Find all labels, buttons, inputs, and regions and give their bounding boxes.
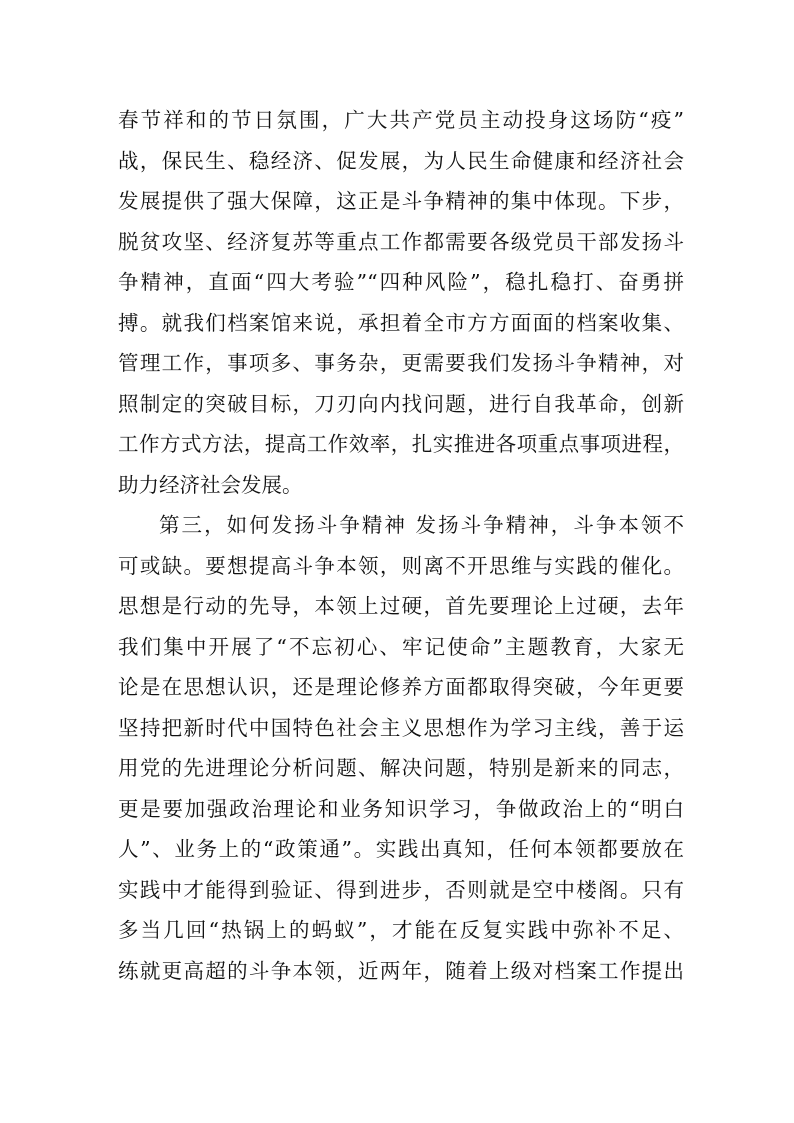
text-line: 论是在思想认识，还是理论修养方面都取得突破，今年更要 xyxy=(118,675,684,699)
text-line: 发展提供了强大保障，这正是斗争精神的集中体现。下步， xyxy=(118,189,684,213)
text-line: 练就更高超的斗争本领，近两年，随着上级对档案工作提出 xyxy=(118,958,684,983)
text-line: 工作方式方法，提高工作效率，扎实推进各项重点事项进程， xyxy=(118,432,684,456)
paragraph-2 xyxy=(118,505,684,991)
text-line: 坚持把新时代中国特色社会主义思想作为学习主线，善于运 xyxy=(118,715,684,740)
text-line: 管理工作，事项多、事务杂，更需要我们发扬斗争精神，对 xyxy=(118,351,684,375)
text-line: 搏。就我们档案馆来说，承担着全市方方面面的档案收集、 xyxy=(118,310,684,335)
text-line: 助力经济社会发展。 xyxy=(118,472,303,497)
text-line: 思想是行动的先导，本领上过硬，首先要理论上过硬，去年 xyxy=(118,594,684,618)
text-line: 春节祥和的节日氛围，广大共产党员主动投身这场防“疫” xyxy=(118,108,684,132)
document-body xyxy=(118,100,684,991)
text-line: 更是要加强政治理论和业务知识学习，争做政治上的“明白 xyxy=(118,796,684,821)
text-line: 多当几回“热锅上的蚂蚁”，才能在反复实践中弥补不足、 xyxy=(118,918,684,942)
text-line: 用党的先进理论分析问题、解决问题，特别是新来的同志， xyxy=(118,756,684,780)
text-line: 实践中才能得到验证、得到进步，否则就是空中楼阁。只有 xyxy=(118,877,684,902)
text-line: 人”、业务上的“政策通”。实践出真知，任何本领都要放在 xyxy=(118,837,684,861)
text-line: 可或缺。要想提高斗争本领，则离不开思维与实践的催化。 xyxy=(118,553,684,578)
paragraph-1 xyxy=(118,100,684,505)
text-line: 我们集中开展了“不忘初心、牢记使命”主题教育，大家无 xyxy=(118,634,684,659)
text-line: 第三，如何发扬斗争精神 发扬斗争精神，斗争本领不 xyxy=(159,513,684,537)
text-line: 战，保民生、稳经济、促发展，为人民生命健康和经济社会 xyxy=(118,148,684,173)
text-line: 照制定的突破目标，刀刃向内找问题，进行自我革命，创新 xyxy=(118,391,684,416)
text-line: 脱贫攻坚、经济复苏等重点工作都需要各级党员干部发扬斗 xyxy=(118,229,684,254)
text-line: 争精神，直面“四大考验”“四种风险”，稳扎稳打、奋勇拼 xyxy=(118,270,684,294)
